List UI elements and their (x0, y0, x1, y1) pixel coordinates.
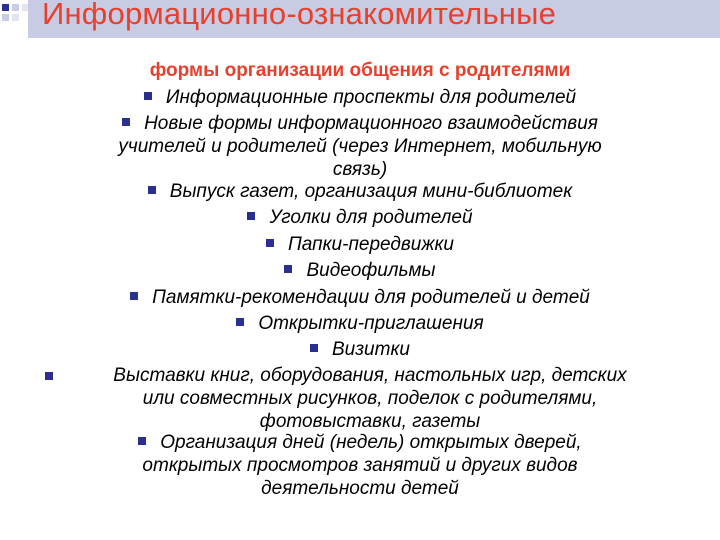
list-item-text: фотовыставки, газеты (259, 411, 481, 432)
bullet-icon (122, 118, 130, 126)
bullet-icon (266, 239, 274, 247)
slide-title: Информационно-ознакомительные (42, 0, 557, 31)
bullet-icon (236, 318, 244, 326)
list-item-text: Новые формы информационного взаимодействия (144, 113, 598, 134)
list-item (40, 86, 680, 109)
list-item-text: Выпуск газет, организация мини-библиотек (169, 181, 573, 202)
list-item-text: Папки-передвижки (288, 234, 454, 255)
list-item (40, 206, 680, 229)
bullet-icon (138, 437, 146, 445)
list-item-text: Памятки-рекомендации для родителей и детей (152, 287, 590, 308)
corner-square (2, 4, 9, 11)
list-item-text: Выставки книг, оборудования, настольных игр, детских (113, 365, 627, 386)
list-item (40, 259, 680, 282)
slide-subtitle: формы организации общения с родителями (149, 60, 571, 81)
corner-square (12, 4, 19, 11)
list-item-text: связь) (332, 159, 388, 180)
corner-square (2, 14, 9, 21)
bullet-icon (247, 212, 255, 220)
bullet-icon (130, 292, 138, 300)
list-item (40, 180, 680, 203)
corner-square (12, 14, 19, 21)
list-item-text: Видеофильмы (306, 260, 436, 281)
list-item (50, 364, 690, 433)
list-item (40, 431, 680, 500)
list-item-text: Открытки-приглашения (258, 313, 484, 334)
list-item-text: Уголки для родителей (269, 207, 473, 228)
list-item (40, 338, 680, 361)
list-item-text: Визитки (331, 339, 410, 360)
bullet-icon (148, 186, 156, 194)
bullet-icon (310, 344, 318, 352)
list-item (40, 233, 680, 256)
list-item-text: открытых просмотров занятий и других видов (142, 455, 578, 476)
bullet-icon (284, 265, 292, 273)
list-item-text: учителей и родителей (через Интернет, мобильную (118, 136, 602, 157)
list-item (40, 286, 680, 309)
list-item (40, 112, 680, 181)
list-item-text: или совместных рисунков, поделок с родителями, (142, 388, 598, 409)
list-item-text: деятельности детей (261, 478, 459, 499)
list-item-text: Организация дней (недель) открытых дверей, (160, 432, 582, 453)
list-item (40, 312, 680, 335)
bullet-icon (144, 92, 152, 100)
list-item-text: Информационные проспекты для родителей (165, 87, 577, 108)
